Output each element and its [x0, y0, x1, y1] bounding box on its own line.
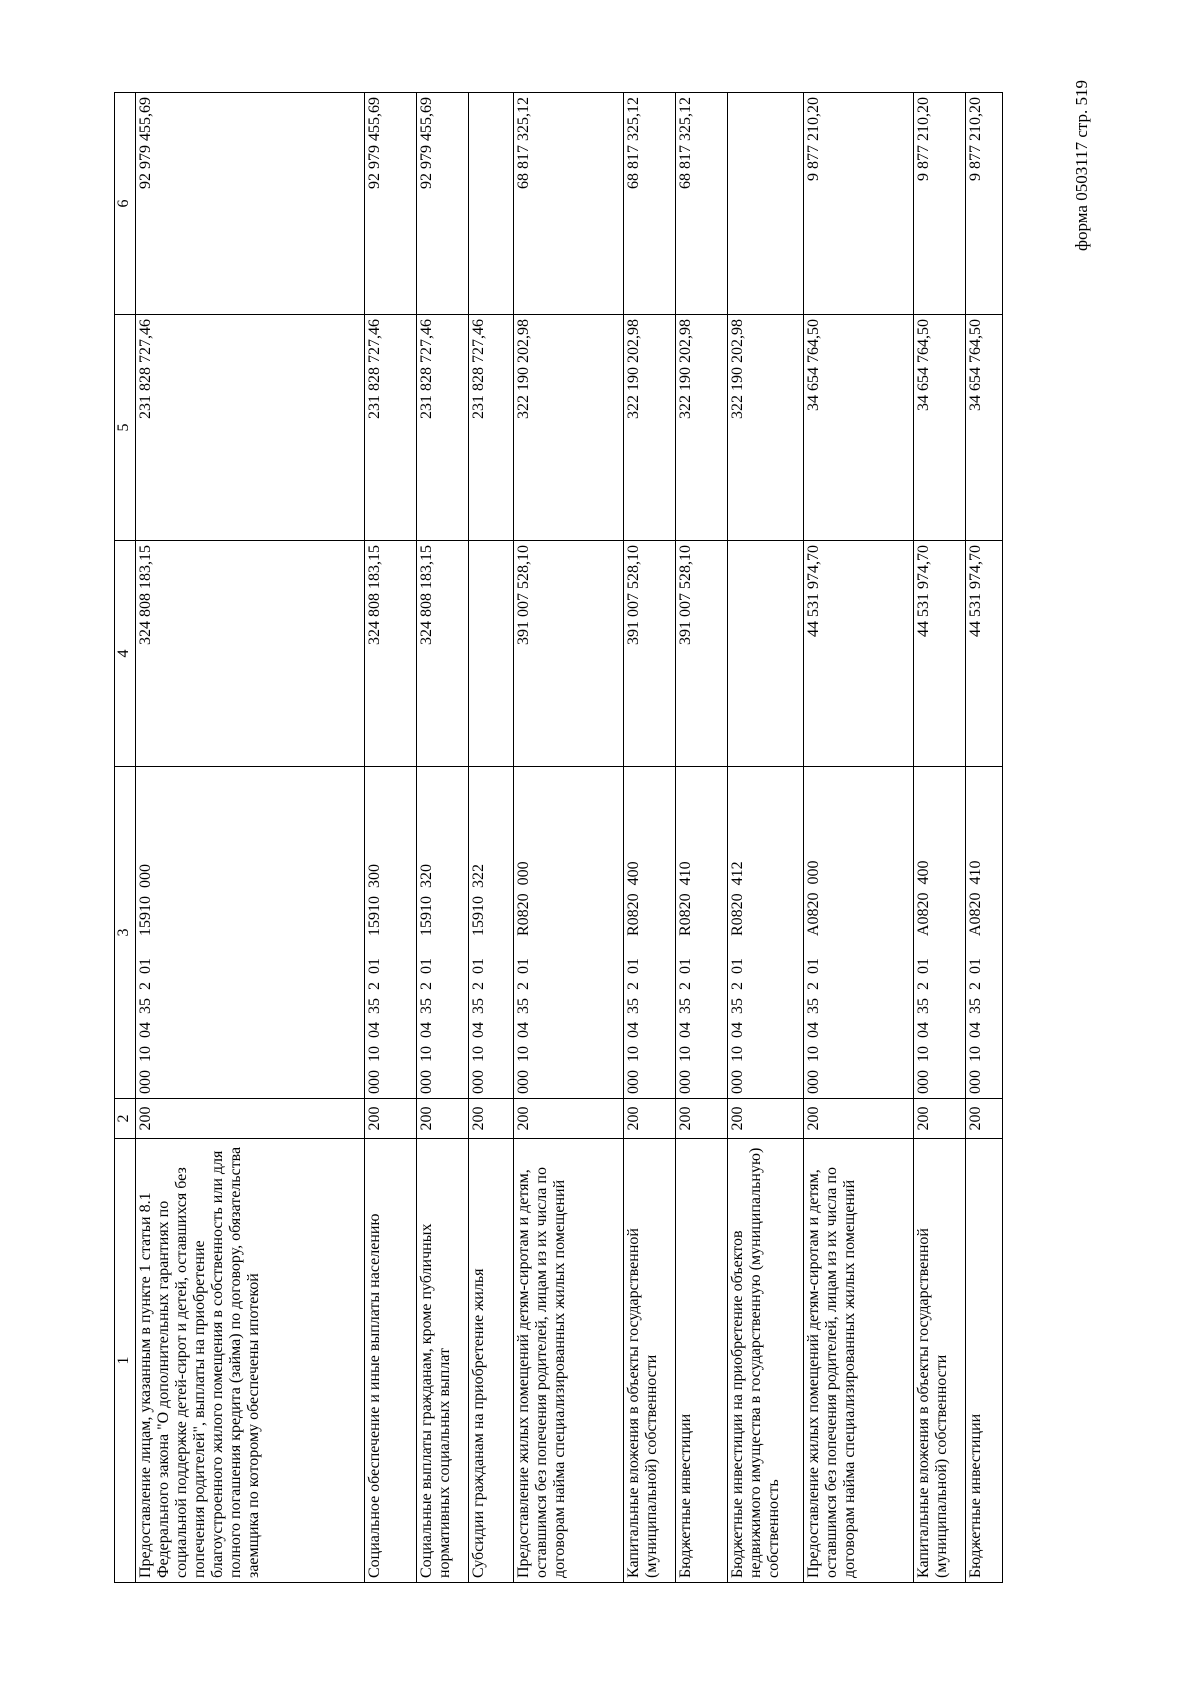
code-part: 01 [515, 958, 532, 974]
code-part: 10 [729, 1046, 746, 1062]
code-part: A0820 [805, 892, 822, 936]
table-row [966, 93, 1003, 1583]
code-part: 35 [470, 998, 487, 1014]
code-part: 35 [677, 998, 694, 1014]
line-code: 200 [676, 1099, 728, 1139]
value-col5: 322 190 202,98 [624, 315, 676, 541]
code-part: 10 [967, 1046, 984, 1062]
code-part: 000 [515, 1070, 532, 1094]
table-row [676, 93, 728, 1583]
classification-code [676, 767, 728, 1099]
page-header: форма 0503117 стр. 519 [1072, 80, 1091, 251]
code-part: 410 [967, 860, 984, 885]
code-part: 04 [418, 1022, 435, 1038]
classification-code [514, 767, 624, 1099]
code-part: 000 [805, 1070, 822, 1094]
code-part: 10 [625, 1046, 642, 1062]
column-header-3: 3 [115, 767, 136, 1099]
column-header-5: 5 [115, 315, 136, 541]
code-part: 2 [729, 982, 746, 990]
code-part: 35 [418, 998, 435, 1014]
code-part: 04 [729, 1022, 746, 1038]
code-part: 04 [137, 1022, 154, 1038]
classification-code [624, 767, 676, 1099]
code-part: 10 [915, 1046, 932, 1062]
value-col6: 9 877 210,20 [804, 93, 914, 315]
value-col4: 44 531 974,70 [966, 541, 1003, 767]
code-part: 000 [137, 864, 154, 888]
code-part: 15910 [366, 896, 383, 936]
value-col5: 34 654 764,50 [804, 315, 914, 541]
table-row [914, 93, 966, 1583]
code-part: 000 [729, 1070, 746, 1094]
code-part: 01 [470, 958, 487, 974]
row-name: Капитальные вложения в объекты государственной (муниципальной) собственности [624, 1139, 676, 1583]
value-col5: 231 828 727,46 [469, 315, 514, 541]
value-col4: 44 531 974,70 [914, 541, 966, 767]
row-name: Субсидии гражданам на приобретение жилья [469, 1139, 514, 1583]
code-part: 04 [625, 1022, 642, 1038]
code-part: A0820 [915, 892, 932, 936]
code-part: 35 [915, 998, 932, 1014]
column-header-6: 6 [115, 93, 136, 315]
row-name: Предоставление жилых помещений детям-сиротам и детям, оставшимся без попечения родителей, лицам из их числа по договорам найма специализированных жилых помещений [514, 1139, 624, 1583]
value-col4: 324 808 183,15 [417, 541, 469, 767]
code-part: 35 [805, 998, 822, 1014]
code-part: 01 [137, 958, 154, 974]
code-part: 35 [515, 998, 532, 1014]
line-code: 200 [365, 1099, 417, 1139]
row-name: Бюджетные инвестиции на приобретение объектов недвижимого имущества в государственную (муниципальную) собственность [728, 1139, 804, 1583]
table-row [804, 93, 914, 1583]
classification-code [914, 767, 966, 1099]
code-part: 10 [137, 1046, 154, 1062]
column-header-1: 1 [115, 1139, 136, 1583]
value-col5: 322 190 202,98 [514, 315, 624, 541]
code-part: 000 [625, 1070, 642, 1094]
code-part: 2 [137, 982, 154, 990]
value-col5: 322 190 202,98 [676, 315, 728, 541]
code-part: 300 [366, 864, 383, 888]
classification-code [417, 767, 469, 1099]
code-part: 04 [967, 1022, 984, 1038]
code-part: 412 [729, 861, 746, 886]
code-part: 04 [366, 1022, 383, 1038]
table-row [469, 93, 514, 1583]
line-code: 200 [624, 1099, 676, 1139]
code-part: 2 [418, 982, 435, 990]
code-part: 2 [470, 982, 487, 990]
line-code: 200 [417, 1099, 469, 1139]
code-part: 15910 [418, 896, 435, 936]
row-name: Предоставление лицам, указанным в пункте 1 статьи 8.1 Федерального закона "О дополнительных гарантиях по социальной поддержке детей-сирот и детей, оставшихся без попечения родителей", выплаты на приобретение благоустроенного жилого помещения в собственность или для полного погашения кредита (займа) по договору, обязательства заемщика по которому обеспечены ипотекой [136, 1139, 365, 1583]
code-part: 400 [915, 860, 932, 885]
code-part: 000 [515, 861, 532, 886]
classification-code [365, 767, 417, 1099]
value-col5: 231 828 727,46 [136, 315, 365, 541]
table-row [514, 93, 624, 1583]
row-name: Социальные выплаты гражданам, кроме публичных нормативных социальных выплат [417, 1139, 469, 1583]
code-part: 2 [515, 982, 532, 990]
value-col5: 34 654 764,50 [966, 315, 1003, 541]
value-col6: 92 979 455,69 [417, 93, 469, 315]
line-code: 200 [469, 1099, 514, 1139]
row-name: Социальное обеспечение и иные выплаты населению [365, 1139, 417, 1583]
classification-code [469, 767, 514, 1099]
code-part: 10 [805, 1046, 822, 1062]
column-header-2: 2 [115, 1099, 136, 1139]
code-part: 15910 [470, 896, 487, 936]
row-name: Предоставление жилых помещений детям-сиротам и детям, оставшимся без попечения родителей, лицам из их числа по договорам найма специализированных жилых помещений [804, 1139, 914, 1583]
value-col4: 391 007 528,10 [676, 541, 728, 767]
value-col6: 68 817 325,12 [676, 93, 728, 315]
value-col4 [469, 541, 514, 767]
code-part: 01 [366, 958, 383, 974]
value-col4: 324 808 183,15 [365, 541, 417, 767]
value-col5: 34 654 764,50 [914, 315, 966, 541]
value-col6: 68 817 325,12 [624, 93, 676, 315]
code-part: 000 [677, 1070, 694, 1094]
table-row [728, 93, 804, 1583]
classification-code [728, 767, 804, 1099]
row-name: Бюджетные инвестиции [966, 1139, 1003, 1583]
code-part: 04 [515, 1022, 532, 1038]
line-code: 200 [136, 1099, 365, 1139]
code-part: 2 [677, 982, 694, 990]
report-table-container [114, 93, 1021, 1583]
value-col6: 92 979 455,69 [136, 93, 365, 315]
code-part: 000 [915, 1070, 932, 1094]
line-code: 200 [914, 1099, 966, 1139]
header-row [115, 93, 136, 1583]
code-part: 10 [515, 1046, 532, 1062]
table-row [624, 93, 676, 1583]
value-col5: 322 190 202,98 [728, 315, 804, 541]
value-col6 [469, 93, 514, 315]
code-part: 01 [805, 958, 822, 974]
code-part: 000 [137, 1070, 154, 1094]
table-row [417, 93, 469, 1583]
code-part: R0820 [625, 893, 642, 936]
code-part: 35 [625, 998, 642, 1014]
code-part: 000 [418, 1070, 435, 1094]
report-table [114, 92, 1003, 1583]
code-part: 2 [967, 982, 984, 990]
code-part: 01 [677, 958, 694, 974]
value-col6: 9 877 210,20 [966, 93, 1003, 315]
code-part: 2 [625, 982, 642, 990]
value-col4: 324 808 183,15 [136, 541, 365, 767]
code-part: 000 [805, 860, 822, 885]
code-part: 10 [677, 1046, 694, 1062]
code-part: 01 [915, 958, 932, 974]
value-col6: 92 979 455,69 [365, 93, 417, 315]
classification-code [804, 767, 914, 1099]
code-part: 2 [366, 982, 383, 990]
line-code: 200 [728, 1099, 804, 1139]
classification-code [966, 767, 1003, 1099]
code-part: 410 [677, 861, 694, 886]
table-row [365, 93, 417, 1583]
code-part: 01 [729, 958, 746, 974]
row-name: Капитальные вложения в объекты государственной (муниципальной) собственности [914, 1139, 966, 1583]
code-part: 322 [470, 864, 487, 888]
code-part: 15910 [137, 896, 154, 936]
code-part: 01 [625, 958, 642, 974]
value-col4: 44 531 974,70 [804, 541, 914, 767]
table-row [136, 93, 365, 1583]
row-name: Бюджетные инвестиции [676, 1139, 728, 1583]
code-part: 000 [470, 1070, 487, 1094]
code-part: 000 [366, 1070, 383, 1094]
code-part: 2 [915, 982, 932, 990]
value-col5: 231 828 727,46 [365, 315, 417, 541]
value-col4 [728, 541, 804, 767]
classification-code [136, 767, 365, 1099]
code-part: R0820 [677, 893, 694, 936]
code-part: 35 [967, 998, 984, 1014]
value-col6: 9 877 210,20 [914, 93, 966, 315]
code-part: 04 [805, 1022, 822, 1038]
line-code: 200 [804, 1099, 914, 1139]
value-col4: 391 007 528,10 [624, 541, 676, 767]
value-col4: 391 007 528,10 [514, 541, 624, 767]
code-part: 01 [418, 958, 435, 974]
value-col6 [728, 93, 804, 315]
code-part: 04 [677, 1022, 694, 1038]
line-code: 200 [514, 1099, 624, 1139]
code-part: 35 [729, 998, 746, 1014]
code-part: R0820 [515, 893, 532, 936]
line-code: 200 [966, 1099, 1003, 1139]
code-part: 04 [915, 1022, 932, 1038]
code-part: 2 [805, 982, 822, 990]
code-part: 35 [137, 998, 154, 1014]
code-part: R0820 [729, 893, 746, 936]
code-part: 10 [418, 1046, 435, 1062]
code-part: 10 [366, 1046, 383, 1062]
code-part: 01 [967, 958, 984, 974]
code-part: 35 [366, 998, 383, 1014]
code-part: 000 [967, 1070, 984, 1094]
code-part: 04 [470, 1022, 487, 1038]
code-part: 320 [418, 864, 435, 888]
value-col5: 231 828 727,46 [417, 315, 469, 541]
code-part: 400 [625, 861, 642, 886]
code-part: A0820 [967, 892, 984, 936]
code-part: 10 [470, 1046, 487, 1062]
value-col6: 68 817 325,12 [514, 93, 624, 315]
column-header-4: 4 [115, 541, 136, 767]
